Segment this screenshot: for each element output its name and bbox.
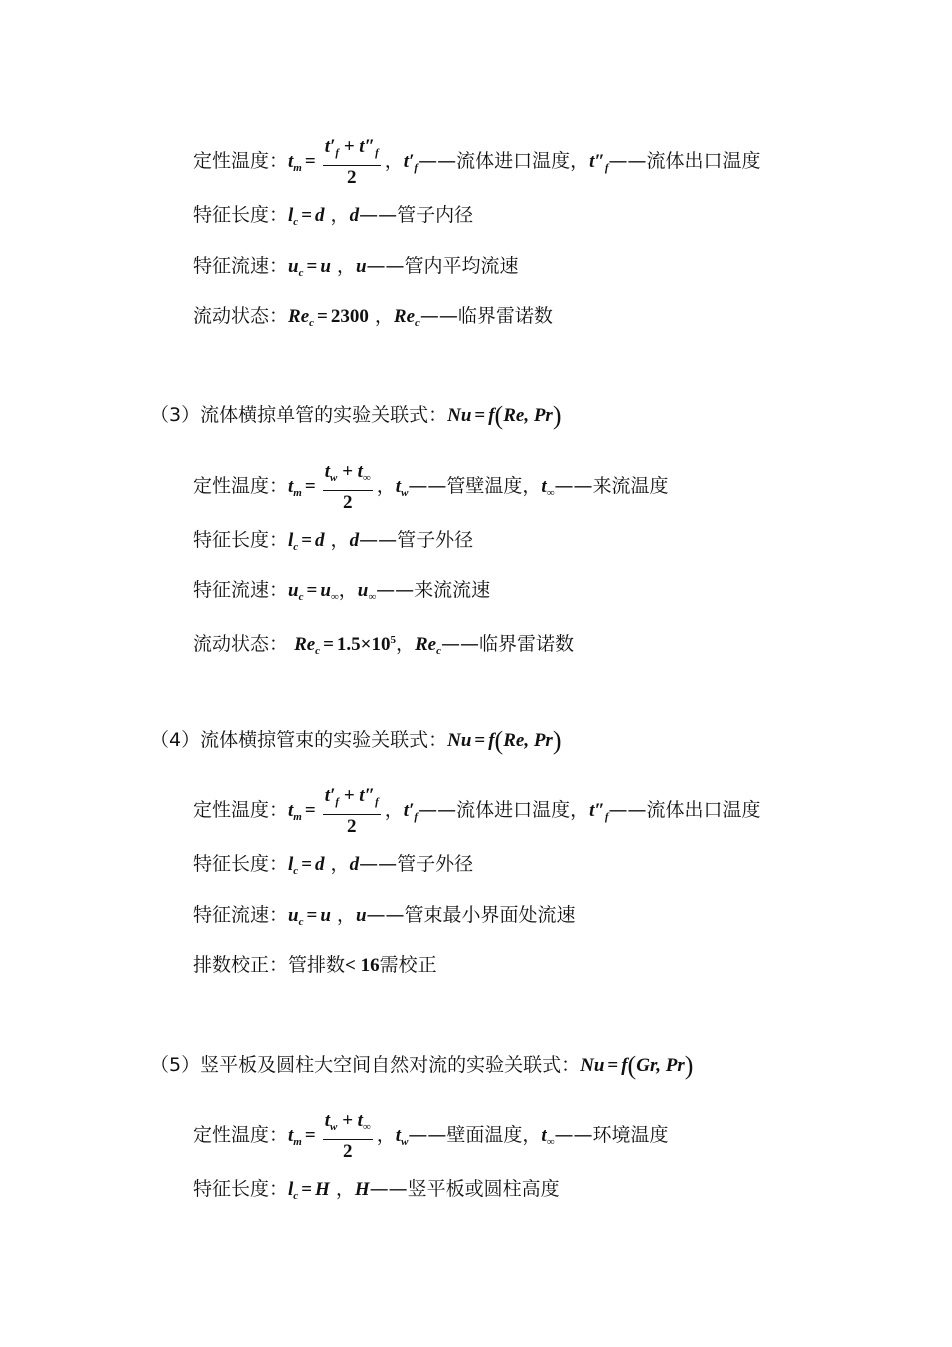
s3-vel-formula: $u_c = u_\infty$ (288, 580, 339, 603)
s2-flow-line: 流动状态：$Re_c = 2300$ ，$Re_c——$临界雷诺数 (193, 305, 553, 329)
s2-temp-label: 定性温度： (193, 149, 289, 172)
s5-len-formula: $l_c = H$ (288, 1179, 330, 1202)
s4-vel-desc: ——管束最小界面处流速 (366, 904, 576, 926)
s4-correlation-formula: Nu = f(Re, Pr) (447, 726, 562, 755)
s2-len-desc: ——管子内径 (359, 204, 474, 226)
s4-title-line (150, 728, 562, 753)
s2-len-formula: $l_c = d$ (288, 205, 325, 228)
s5-temp-desc1: ——壁面温度， (408, 1123, 542, 1146)
s3-len-desc: ——管子外径 (359, 529, 474, 551)
s3-len-line: 特征长度：$l_c = d$ ，d——管子外径 (193, 529, 474, 553)
s3-flow-value: 1.5×10 (336, 634, 391, 655)
s3-temp-line: 定性温度：$t_m$ = $\frac{t_w + t_\infty}{2}$ ，$t_w——$管壁温度，$t_\infty——$来流温度 (193, 461, 669, 513)
s3-temp-label: 定性温度： (193, 474, 289, 497)
s5-title: （5）竖平板及圆柱大空间自然对流的实验关联式： (150, 1054, 581, 1076)
s5-len-line: 特征长度：$l_c = H$ ，H——竖平板或圆柱高度 (193, 1178, 560, 1202)
s4-len-formula: $l_c = d$ (288, 854, 325, 877)
s3-len-formula: $l_c = d$ (288, 530, 325, 553)
s4-temp-formula: $t_m$ = $\frac{t'_f + t''_f}{2}$ (288, 785, 379, 837)
s4-corr-desc: 需校正 (379, 954, 437, 976)
s4-title: （4）流体横掠管束的实验关联式： (150, 729, 448, 751)
s4-temp-line: 定性温度：$t_m$ = $\frac{t'_f + t''_f}{2}$ ，$t'_f——$流体进口温度，$t''_f——$流体出口温度 (193, 785, 761, 837)
s4-corr-line (193, 953, 437, 978)
s2-vel-formula: $u_c = u$ (288, 256, 331, 279)
s4-vel-label: 特征流速： (193, 904, 289, 926)
s4-temp-desc2: ——流体出口温度 (608, 798, 761, 821)
s2-temp-line: 定性温度：$t_m$ = $\frac{t'_f + t''_f}{2}$ ，$t'_f——$流体进口温度，$t''_f——$流体出口温度 (193, 136, 761, 188)
s2-len-line: 特征长度：$l_c = d$ ，d——管子内径 (193, 204, 474, 228)
s5-temp-desc2: ——环境温度 (554, 1123, 669, 1146)
s3-temp-desc1: ——管壁温度， (408, 474, 542, 497)
s5-title-line (150, 1053, 693, 1078)
s2-flow-formula: $Re_c = 2300$ (288, 306, 369, 329)
s3-temp-formula: $t_m$ = $\frac{t_w + t_\infty}{2}$ (288, 461, 371, 513)
s2-vel-line: 特征流速：$u_c = u$ ，u——管内平均流速 (193, 255, 519, 279)
s3-vel-desc: ——来流流速 (376, 579, 491, 601)
s2-flow-value: 2300 (330, 306, 369, 327)
s3-flow-formula: $Re_c = 1.5\times 10^5$ (294, 634, 396, 657)
s4-corr-label: 排数校正：管排数 (193, 954, 346, 976)
s5-len-desc: ——竖平板或圆柱高度 (369, 1178, 560, 1200)
s5-temp-line: 定性温度：$t_m$ = $\frac{t_w + t_\infty}{2}$ ，$t_w——$壁面温度，$t_\infty——$环境温度 (193, 1110, 669, 1162)
s3-vel-line: 特征流速：$u_c = u_\infty$，$u_\infty——$来流流速 (193, 579, 491, 603)
s4-vel-formula: $u_c = u$ (288, 905, 331, 928)
s3-flow-label: 流动状态： (193, 633, 289, 655)
s3-title-line (150, 403, 562, 428)
s2-len-label: 特征长度： (193, 204, 289, 226)
s4-vel-line: 特征流速：$u_c = u$ ，u——管束最小界面处流速 (193, 904, 576, 928)
s2-flow-desc: ——临界雷诺数 (419, 305, 553, 327)
s3-correlation-formula: Nu = f(Re, Pr) (447, 401, 562, 430)
s2-temp-formula: $t_m$ = $\frac{t'_f + t''_f}{2}$ (288, 136, 379, 188)
s2-vel-label: 特征流速： (193, 255, 289, 277)
s4-corr-value: < 16 (345, 955, 380, 976)
s3-title: （3）流体横掠单管的实验关联式： (150, 404, 448, 426)
s2-flow-label: 流动状态： (193, 305, 289, 327)
s3-flow-desc: ——临界雷诺数 (440, 633, 574, 655)
s2-vel-desc: ——管内平均流速 (366, 255, 519, 277)
s3-vel-label: 特征流速： (193, 579, 289, 601)
s3-len-label: 特征长度： (193, 529, 289, 551)
s3-flow-line: 流动状态： $Re_c = 1.5\times 10^5$，$Re_c——$临界雷诺数 (193, 633, 574, 657)
s4-len-line: 特征长度：$l_c = d$ ，d——管子外径 (193, 853, 474, 877)
s4-temp-label: 定性温度： (193, 798, 289, 821)
s5-correlation-formula: Nu = f(Gr, Pr) (580, 1051, 694, 1080)
s3-temp-desc2: ——来流温度 (554, 474, 669, 497)
s2-temp-desc1: ——流体进口温度， (418, 149, 590, 172)
s2-temp-desc2: ——流体出口温度 (608, 149, 761, 172)
s4-temp-desc1: ——流体进口温度， (418, 798, 590, 821)
s5-temp-label: 定性温度： (193, 1123, 289, 1146)
s4-len-desc: ——管子外径 (359, 853, 474, 875)
s5-len-label: 特征长度： (193, 1178, 289, 1200)
s3-flow-exp: 5 (390, 634, 396, 646)
s5-temp-formula: $t_m$ = $\frac{t_w + t_\infty}{2}$ (288, 1110, 371, 1162)
s4-len-label: 特征长度： (193, 853, 289, 875)
